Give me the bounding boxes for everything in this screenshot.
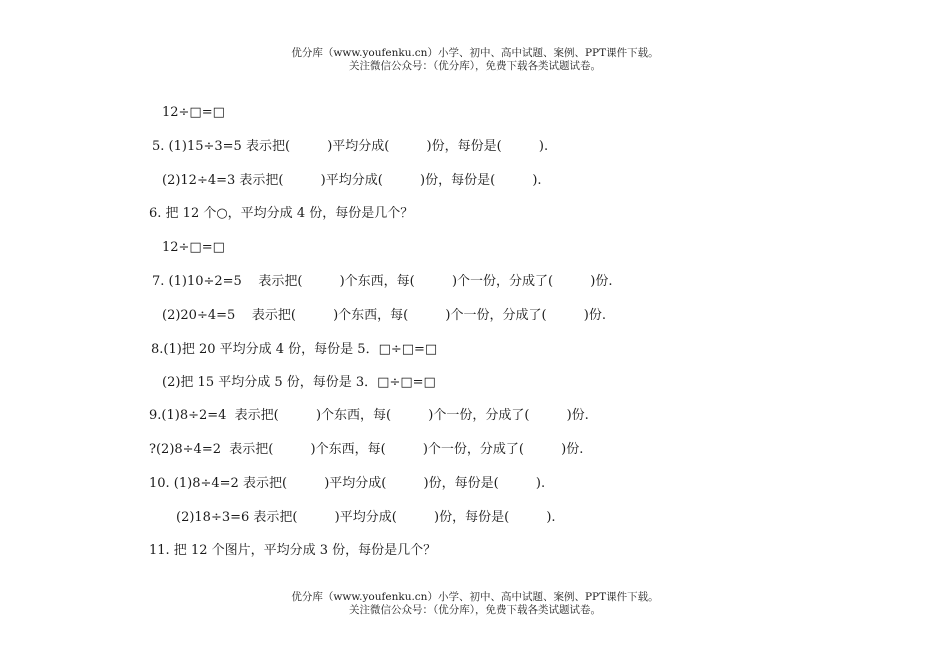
question-line: 12÷□=□	[162, 105, 225, 120]
question-9-part-1: 9.(1)8÷2=4 表示把( )个东西，每( )个一份，分成了( )份.	[149, 408, 589, 423]
header-line-2: 关注微信公众号：（优分库），免费下载各类试题试卷。	[349, 60, 601, 72]
header-line-1: 优分库（www.youfenku.cn）小学、初中、高中试题、案例、PPT课件下载。	[291, 47, 659, 59]
question-9-part-2: ?(2)8÷4=2 表示把( )个东西，每( )个一份，分成了( )份.	[149, 442, 584, 457]
question-8-part-1: 8.(1)把 20 平均分成 4 份，每份是 5．□÷□=□	[151, 342, 438, 357]
question-8-part-2: (2)把 15 平均分成 5 份，每份是 3．□÷□=□	[162, 375, 436, 390]
question-11: 11. 把 12 个图片，平均分成 3 份，每份是几个？	[149, 543, 437, 558]
question-5-part-1: 5. (1)15÷3=5 表示把( )平均分成( )份，每份是( ).	[152, 139, 549, 154]
question-6-answer-template: 12÷□=□	[162, 240, 225, 255]
footer-line-1: 优分库（www.youfenku.cn）小学、初中、高中试题、案例、PPT课件下载。	[291, 591, 659, 603]
question-7-part-1: 7. (1)10÷2=5 表示把( )个东西，每( )个一份，分成了( )份.	[152, 274, 613, 289]
question-10-part-2: (2)18÷3=6 表示把( )平均分成( )份，每份是( ).	[176, 510, 556, 525]
footer-line-2: 关注微信公众号：（优分库），免费下载各类试题试卷。	[349, 604, 601, 616]
question-7-part-2: (2)20÷4=5 表示把( )个东西，每( )个一份，分成了( )份.	[162, 308, 606, 323]
question-10-part-1: 10. (1)8÷4=2 表示把( )平均分成( )份，每份是( ).	[149, 476, 546, 491]
question-6: 6. 把 12 个○，平均分成 4 份，每份是几个？	[149, 206, 414, 221]
page-header-banner	[0, 47, 950, 73]
page-footer-banner	[0, 591, 950, 617]
question-5-part-2: (2)12÷4=3 表示把( )平均分成( )份，每份是( ).	[162, 173, 542, 188]
